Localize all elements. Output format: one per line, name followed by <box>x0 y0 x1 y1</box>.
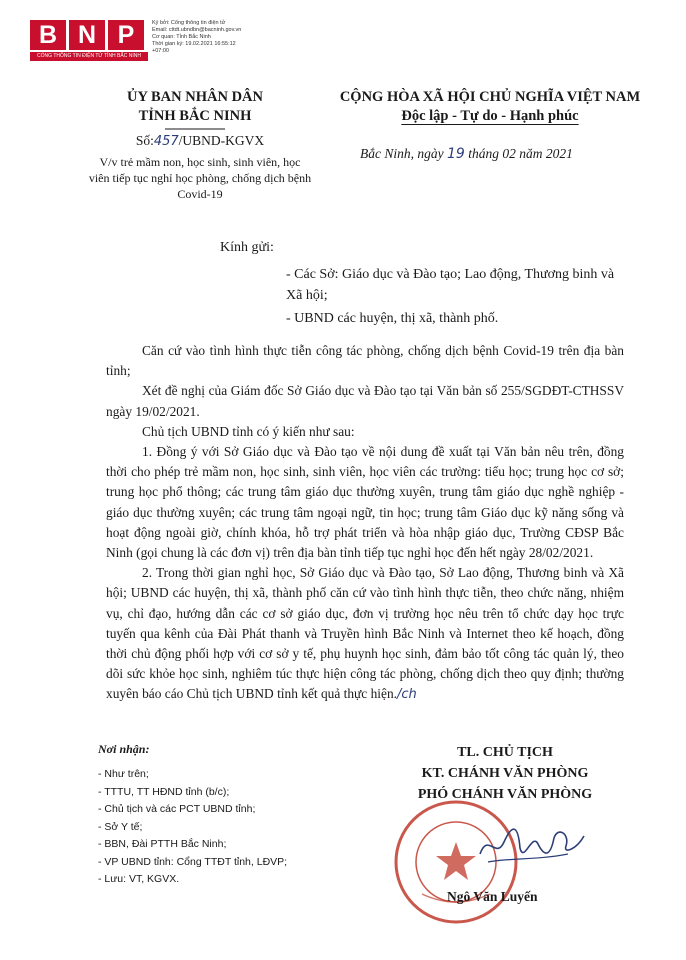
document-body <box>106 341 624 706</box>
signature-line3: PHÓ CHÁNH VĂN PHÒNG <box>417 787 593 802</box>
date-prefix: Bắc Ninh, ngày <box>360 146 444 161</box>
distribution-item: - Lưu: VT, KGVX. <box>98 873 180 885</box>
logo-letter-p: P <box>108 20 144 50</box>
national-heading <box>325 88 655 126</box>
esign-line: +07:00 <box>152 48 169 54</box>
esign-line: Ký bởi: Cổng thông tin điện tử <box>152 20 226 26</box>
distribution-item: - VP UBND tỉnh: Cổng TTĐT tỉnh, LĐVP; <box>98 855 288 868</box>
distribution-item: - Như trên; <box>98 768 149 780</box>
number-prefix: Số: <box>135 133 154 148</box>
body-paragraph-text: 2. Trong thời gian nghỉ học, Sở Giáo dục và Đào tạo, Sở Lao động, Thương binh và Xã hội; UBND các huyện, thị xã, thành phố căn cứ vào tình hình thực tiễn, theo chức năng, nhiệm vụ, chỉ đạo, hướng dẫn các cơ sở giáo dục, đơn vị trường học nêu trên tổ chức dạy học trực tuyến qua kênh của Đài Phát thanh và Truyền hình Bắc Ninh và Internet theo kế hoạch, đồng thời chủ động phối hợp với cơ sở y tế, phụ huynh học sinh, đảm bảo tốt công tác quản lý, theo dõi sức khỏe học sinh, nghiêm túc thực hiện công tác phòng, chống dịch theo quy định; thường xuyên báo cáo Chủ tịch UBND tỉnh kết quả thực hiện. <box>106 565 624 702</box>
handwritten-signature-icon <box>478 814 588 874</box>
number-suffix: /UBND-KGVX <box>178 133 265 148</box>
date-suffix: tháng 02 năm 2021 <box>468 146 573 161</box>
recipient-item: - UBND các huyện, thị xã, thành phố. <box>286 311 499 326</box>
authority-line1: ỦY BAN NHÂN DÂN <box>126 89 263 105</box>
distribution-item: - BBN, Đài PTTH Bắc Ninh; <box>98 838 227 850</box>
recipients-label: Kính gửi: <box>220 240 274 255</box>
logo-tagline: CỔNG THÔNG TIN ĐIỆN TỬ TỈNH BẮC NINH <box>30 52 148 61</box>
signer-name: Ngô Văn Luyến <box>447 889 538 904</box>
distribution-title: Nơi nhận: <box>98 742 150 756</box>
signature-line2: KT. CHÁNH VĂN PHÒNG <box>421 766 589 781</box>
body-paragraph-last <box>106 563 624 705</box>
distribution-item: - Sở Y tế; <box>98 820 143 833</box>
date-day-handwritten: 19 <box>447 146 465 162</box>
national-motto: Độc lập - Tự do - Hạnh phúc <box>401 108 579 124</box>
esign-line: Email: cttdt.ubndbn@bacninh.gov.vn <box>152 27 242 33</box>
bnp-logo <box>30 20 148 62</box>
authority-underline <box>165 127 225 131</box>
distribution-list <box>98 766 287 889</box>
esign-line: Cơ quan: Tỉnh Bắc Ninh <box>152 34 211 40</box>
distribution-item: - TTTU, TT HĐND tỉnh (b/c); <box>98 785 230 798</box>
recipients-list <box>286 264 626 331</box>
issuing-authority <box>100 88 290 131</box>
document-number <box>100 133 300 149</box>
recipient-item: - Các Sở: Giáo dục và Đào tạo; Lao động, Thương binh và Xã hội; <box>286 267 615 303</box>
distribution-item: - Chủ tịch và các PCT UBND tỉnh; <box>98 803 256 815</box>
esign-line: Thời gian ký: 19.02.2021 16:55:12 <box>152 41 236 47</box>
esign-info <box>152 20 241 55</box>
body-paragraph: 1. Đồng ý với Sở Giáo dục và Đào tạo về nội dung đề xuất tại Văn bản nêu trên, đồng thời cho phép trẻ mầm non, học sinh, sinh viên, học viên các trường: tiểu học; trung học cơ sở; trung học phổ thông; các trung tâm giáo dục thường xuyên, trung tâm giáo dục nghề nghiệp - giáo dục thường xuyên; các trung tâm ngoại ngữ, tin học; trung tâm Giáo dục kỹ năng sống và hoạt động ngoài giờ, chính khóa, hỗ trợ phát triển và hòa nhập giáo dục, Trường CĐSP Bắc Ninh (gọi chung là các đơn vị) trên địa bàn tỉnh tiếp tục nghỉ học đến hết ngày 28/02/2021. <box>106 444 624 561</box>
signature-titles <box>380 742 630 805</box>
body-paragraph: Chủ tịch UBND tỉnh có ý kiến như sau: <box>142 423 355 439</box>
number-handwritten: 457 <box>153 134 179 149</box>
document-subject: V/v trẻ mầm non, học sinh, sinh viên, học viên tiếp tục nghỉ học phòng, chống dịch bệnh Covid-19 <box>88 155 312 201</box>
authority-line2: TỈNH BẮC NINH <box>138 108 252 124</box>
signature-line1: TL. CHỦ TỊCH <box>457 745 553 760</box>
handwritten-initials: /ch <box>397 687 417 703</box>
logo-letter-n: N <box>69 20 105 50</box>
nation-name: CỘNG HÒA XÃ HỘI CHỦ NGHĨA VIỆT NAM <box>339 89 641 105</box>
body-paragraph: Căn cứ vào tình hình thực tiễn công tác phòng, chống dịch bệnh Covid-19 trên địa bàn tỉnh; <box>106 343 624 379</box>
document-date <box>360 146 620 162</box>
logo-letter-b: B <box>30 20 66 50</box>
body-paragraph: Xét đề nghị của Giám đốc Sở Giáo dục và Đào tạo tại Văn bản số 255/SGDĐT-CTHSSV ngày 19/02/2021. <box>106 383 624 419</box>
